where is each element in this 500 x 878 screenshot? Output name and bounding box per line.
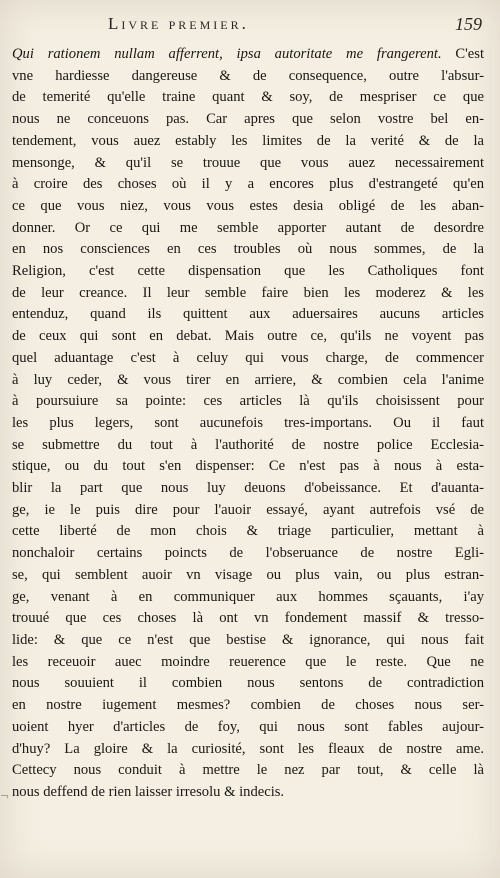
text-line: en nostre iugement mesmes? combien de choses nous ser- xyxy=(12,697,484,714)
first-line-rest: C'est xyxy=(441,46,484,62)
text-line: de temerité qu'elle traine quant & soy, de mespriser ce que xyxy=(12,89,484,106)
text-line: nonchaloir certains poincts de l'obseruance de nostre Egli- xyxy=(12,545,484,562)
body-text xyxy=(12,44,484,804)
text-line: les receuoir auec moindre reuerence que le reste. Que ne xyxy=(12,653,484,670)
text-line: à croire des choses où il y a encores plus d'estrangeté qu'en xyxy=(12,176,484,193)
text-line: tendement, vous auez estably les limites de la verité & de la xyxy=(12,132,484,149)
text-line: ce que vous niez, vous vous estes desia obligé de les aban- xyxy=(12,197,484,214)
text-line: nous souuient il combien nous sentons de contradiction xyxy=(12,675,484,692)
text-line: nous deffend de rien laisser irresolu & indecis. xyxy=(12,783,285,800)
text-line: ge, ie le puis dire pour l'auoir essayé, ayant autrefois vsé de xyxy=(12,501,484,518)
text-line: quel aduantage c'est à celuy qui vous charge, de commencer xyxy=(12,349,484,366)
text-line: entenduz, quand ils quittent aux aduersaires aucuns articles xyxy=(12,306,484,323)
text-line: nous ne conceuons pas. Car apres que selon vostre bel en- xyxy=(12,111,484,128)
text-line: les plus legers, sont aucunefois tres-importans. Ou il faut xyxy=(12,414,484,431)
page-header xyxy=(16,14,486,40)
text-line: se submettre du tout à l'authorité de nostre police Ecclesia- xyxy=(12,436,484,453)
text-line: à poursuiure sa pointe: ces articles là qu'ils choisissent pour xyxy=(12,393,484,410)
page-number: 159 xyxy=(455,14,482,34)
text-lines xyxy=(12,66,484,804)
latin-quote: Qui rationem nullam afferrent, ipsa autoritate me frangerent. xyxy=(12,46,442,62)
text-line: vne hardiesse dangereuse & de consequence, outre l'absur- xyxy=(12,67,484,84)
text-line: stique, ou du tout s'en dispenser: Ce n'est pas à nous à esta- xyxy=(12,458,484,475)
text-line: ge, venant à en communiquer aux hommes sçauants, i'ay xyxy=(12,588,484,605)
text-line: trouué que ces choses là ont vn fondement massif & tresso- xyxy=(12,610,484,627)
text-line: donner. Or ce qui me semble apporter autant de desordre xyxy=(12,219,484,236)
text-line: uoient hyer d'articles de foy, qui nous sont fables aujour- xyxy=(12,718,484,735)
running-head: Livre premier. xyxy=(108,14,249,33)
text-line: mensonge, & qu'il se trouue que vous auez necessairement xyxy=(12,154,484,171)
text-line: d'huy? La gloire & la curiosité, sont les fleaux de nostre ame. xyxy=(12,740,484,757)
text-line: se, qui semblent auoir vn visage ou plus vain, ou plus estran- xyxy=(12,566,484,583)
text-line: à luy ceder, & vous tirer en arriere, & combien cela l'anime xyxy=(12,371,484,388)
margin-mark: ¬ xyxy=(0,790,10,803)
text-line: de leur creance. Il leur semble faire bien les moderez & les xyxy=(12,284,484,301)
text-line xyxy=(12,44,484,66)
text-line: Cettecy nous conduit à mettre le nez par tout, & celle là xyxy=(12,762,484,779)
text-line: blir la part que nous luy deuons d'obeissance. Et d'auanta- xyxy=(12,480,484,497)
text-line: Religion, c'est cette dispensation que les Catholiques font xyxy=(12,263,484,280)
text-line: lide: & que ce n'est que bestise & ignorance, qui nous fait xyxy=(12,631,484,648)
text-line: en nos consciences en ces troubles où nous sommes, de la xyxy=(12,241,484,258)
text-line: cette liberté de mon chois & triage particulier, mettant à xyxy=(12,523,484,540)
text-line: de ceux qui sont en debat. Mais outre ce, qu'ils ne voyent pas xyxy=(12,328,484,345)
